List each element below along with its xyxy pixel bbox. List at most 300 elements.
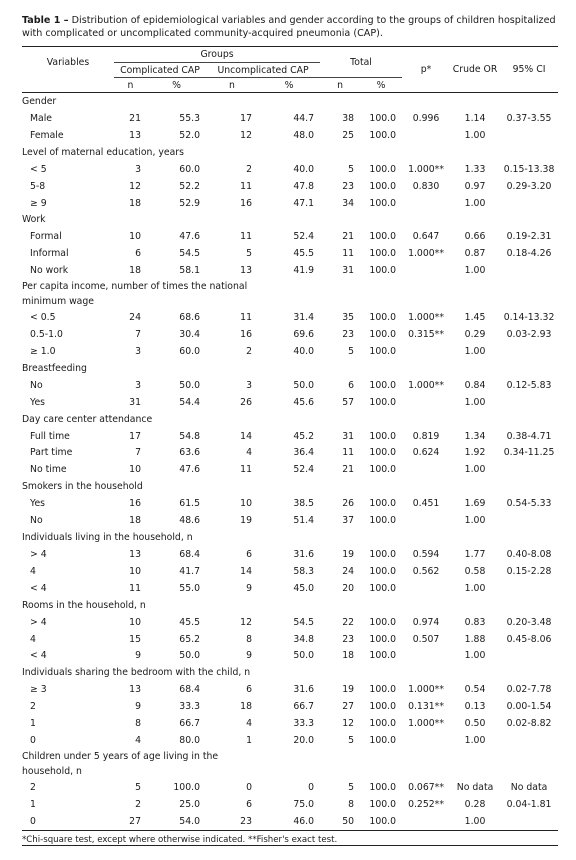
uncomplicated-pct: 40.0: [293, 345, 315, 357]
total-pct: 100.0: [369, 379, 397, 391]
p-value: 0.131**: [408, 701, 444, 713]
total-n: 19: [342, 684, 355, 696]
row-label: Formal: [30, 231, 62, 243]
group-title: Rooms in the household, n: [22, 599, 146, 611]
p-value: 0.562: [412, 565, 440, 577]
complicated-pct: 47.6: [179, 231, 200, 243]
confidence-interval: [500, 813, 558, 830]
complicated-pct: 54.0: [179, 815, 200, 827]
complicated-pct: 52.9: [179, 197, 200, 209]
group-title: Per capita income, number of times the national minimum wage: [22, 281, 248, 308]
complicated-n: 18: [129, 515, 141, 527]
complicated-n: 18: [129, 197, 141, 209]
uncomplicated-n: 10: [240, 498, 252, 510]
uncomplicated-n: 12: [240, 129, 252, 141]
total-pct: 100.0: [369, 781, 397, 793]
total-n: 38: [342, 112, 355, 124]
complicated-pct: 61.5: [179, 498, 200, 510]
group-title: Smokers in the household: [22, 481, 143, 493]
total-pct: 100.0: [369, 345, 397, 357]
row-label: 2: [30, 781, 36, 793]
confidence-interval: [500, 580, 558, 597]
crude-or: 1.34: [464, 430, 486, 442]
uncomplicated-n: 3: [246, 379, 252, 391]
uncomplicated-n: 17: [240, 112, 252, 124]
crude-or: 0.58: [464, 565, 486, 577]
uncomplicated-n: 6: [246, 798, 252, 810]
uncomplicated-pct: 31.6: [293, 548, 315, 560]
crude-or: 1.00: [464, 396, 486, 408]
uncomplicated-n: 23: [240, 815, 252, 827]
total-pct: 100.0: [369, 396, 397, 408]
p-value: 1.000**: [408, 718, 444, 730]
complicated-n: 15: [129, 633, 141, 645]
crude-or: 0.66: [464, 231, 486, 243]
confidence-interval: [500, 647, 558, 664]
complicated-n: 13: [129, 129, 141, 141]
group-title: Level of maternal education, years: [22, 146, 184, 158]
complicated-pct: 41.7: [179, 565, 200, 577]
complicated-n: 13: [129, 548, 141, 560]
total-n: 5: [348, 781, 355, 793]
uncomplicated-n: 14: [240, 430, 252, 442]
confidence-interval: [500, 394, 558, 411]
p-value: [402, 195, 450, 212]
uncomplicated-n: 18: [240, 701, 252, 713]
total-n: 57: [342, 396, 355, 408]
total-n: 21: [342, 464, 355, 476]
total-pct: 100.0: [369, 464, 397, 476]
confidence-interval: 0.45-8.06: [506, 633, 552, 645]
group-header-row: [22, 411, 558, 428]
confidence-interval: 0.02-7.78: [506, 684, 552, 696]
confidence-interval: No data: [510, 781, 548, 793]
total-n: 31: [342, 265, 355, 277]
total-pct: 100.0: [369, 248, 397, 260]
header-n: n: [320, 78, 360, 93]
p-value: [402, 647, 450, 664]
table-row: [22, 563, 558, 580]
crude-or: 1.00: [464, 265, 486, 277]
row-label: > 4: [30, 616, 47, 628]
total-n: 23: [342, 180, 355, 192]
table-row: [22, 377, 558, 394]
table-row: [22, 495, 558, 512]
confidence-interval: [500, 732, 558, 749]
table-row: [22, 245, 558, 262]
total-n: 27: [342, 701, 355, 713]
row-label: No: [30, 379, 43, 391]
total-pct: 100.0: [369, 582, 397, 594]
uncomplicated-n: 16: [240, 197, 252, 209]
table-row: [22, 546, 558, 563]
confidence-interval: 0.00-1.54: [506, 701, 552, 713]
table-row: [22, 195, 558, 212]
complicated-pct: 63.6: [179, 447, 200, 459]
crude-or: 1.77: [464, 548, 486, 560]
confidence-interval: [500, 461, 558, 478]
total-pct: 100.0: [369, 684, 397, 696]
group-title: Breastfeeding: [22, 362, 87, 374]
p-value: 1.000**: [408, 684, 444, 696]
crude-or: 1.00: [464, 650, 486, 662]
group-header-row: [22, 749, 558, 779]
total-n: 24: [342, 565, 355, 577]
confidence-interval: 0.14-13.32: [503, 312, 555, 324]
table-row: [22, 715, 558, 732]
table-row: [22, 681, 558, 698]
total-pct: 100.0: [369, 734, 397, 746]
complicated-n: 10: [129, 464, 141, 476]
complicated-pct: 55.3: [179, 112, 200, 124]
table-row: [22, 343, 558, 360]
total-pct: 100.0: [369, 565, 397, 577]
total-pct: 100.0: [369, 616, 397, 628]
p-value: [402, 461, 450, 478]
complicated-pct: 25.0: [179, 798, 200, 810]
confidence-interval: 0.15-2.28: [506, 565, 552, 577]
table-body: [22, 93, 558, 831]
p-value: [402, 580, 450, 597]
group-header-row: [22, 144, 558, 161]
confidence-interval: 0.20-3.48: [506, 616, 552, 628]
confidence-interval: 0.02-8.82: [506, 718, 552, 730]
complicated-pct: 54.4: [179, 396, 200, 408]
row-label: Informal: [30, 248, 69, 260]
table-row: [22, 127, 558, 144]
row-label: Male: [30, 112, 53, 124]
data-table: [22, 46, 558, 846]
complicated-n: 3: [135, 163, 141, 175]
total-n: 23: [342, 633, 355, 645]
confidence-interval: [500, 512, 558, 529]
crude-or: 0.97: [464, 180, 486, 192]
uncomplicated-n: 9: [246, 650, 252, 662]
crude-or: 0.50: [464, 718, 486, 730]
p-value: 0.974: [412, 616, 440, 628]
crude-or: 1.45: [464, 312, 486, 324]
header-variables: Variables: [22, 47, 114, 78]
uncomplicated-pct: 31.6: [293, 684, 315, 696]
confidence-interval: 0.03-2.93: [506, 328, 552, 340]
header-n: n: [114, 78, 147, 93]
table-row: [22, 512, 558, 529]
total-pct: 100.0: [369, 112, 397, 124]
crude-or: 1.92: [464, 447, 486, 459]
table-row: [22, 732, 558, 749]
uncomplicated-pct: 36.4: [293, 447, 315, 459]
header-pct: %: [360, 78, 402, 93]
complicated-n: 7: [135, 447, 141, 459]
complicated-n: 13: [129, 684, 141, 696]
uncomplicated-pct: 45.0: [293, 582, 315, 594]
total-pct: 100.0: [369, 180, 397, 192]
row-label: 1: [30, 798, 36, 810]
total-n: 19: [342, 548, 355, 560]
uncomplicated-pct: 66.7: [293, 701, 315, 713]
group-header-row: [22, 529, 558, 546]
confidence-interval: 0.12-5.83: [506, 379, 552, 391]
complicated-n: 10: [129, 565, 141, 577]
total-n: 12: [342, 718, 355, 730]
group-header-row: [22, 597, 558, 614]
uncomplicated-n: 4: [246, 447, 252, 459]
complicated-pct: 52.0: [179, 129, 200, 141]
uncomplicated-n: 5: [246, 248, 252, 260]
complicated-n: 10: [129, 231, 141, 243]
total-pct: 100.0: [369, 197, 397, 209]
row-label: Yes: [30, 498, 46, 510]
table-figure: [22, 14, 558, 846]
uncomplicated-pct: 44.7: [293, 112, 315, 124]
complicated-n: 3: [135, 379, 141, 391]
uncomplicated-pct: 38.5: [293, 498, 315, 510]
total-pct: 100.0: [369, 430, 397, 442]
confidence-interval: [500, 127, 558, 144]
group-header-row: [22, 478, 558, 495]
uncomplicated-pct: 45.6: [293, 396, 315, 408]
p-value: [402, 512, 450, 529]
crude-or: 1.00: [464, 197, 486, 209]
table-row: [22, 580, 558, 597]
row-label: Yes: [30, 396, 46, 408]
total-pct: 100.0: [369, 815, 397, 827]
uncomplicated-n: 6: [246, 548, 252, 560]
confidence-interval: 0.40-8.08: [506, 548, 552, 560]
table-caption: [22, 14, 558, 40]
row-label: No time: [30, 464, 67, 476]
p-value: 0.451: [412, 498, 440, 510]
complicated-pct: 30.4: [179, 328, 200, 340]
crude-or: 1.88: [464, 633, 486, 645]
table-row: [22, 461, 558, 478]
table-row: [22, 309, 558, 326]
p-value: 1.000**: [408, 312, 444, 324]
total-pct: 100.0: [369, 798, 397, 810]
row-label: 0: [30, 815, 36, 827]
group-title: Gender: [22, 96, 57, 107]
table-row: [22, 647, 558, 664]
header-uncomplicated: Uncomplicated CAP: [206, 63, 320, 78]
complicated-pct: 50.0: [179, 379, 200, 391]
total-n: 21: [342, 231, 355, 243]
uncomplicated-pct: 46.0: [293, 815, 315, 827]
p-value: 1.000**: [408, 248, 444, 260]
group-header-row: [22, 93, 558, 111]
total-n: 20: [342, 582, 355, 594]
p-value: 1.000**: [408, 379, 444, 391]
complicated-n: 8: [135, 718, 141, 730]
crude-or: 0.84: [464, 379, 486, 391]
row-label: No: [30, 515, 43, 527]
complicated-pct: 60.0: [179, 345, 200, 357]
uncomplicated-pct: 45.5: [293, 248, 315, 260]
row-label: > 4: [30, 548, 47, 560]
complicated-pct: 68.4: [179, 684, 200, 696]
p-value: [402, 262, 450, 279]
p-value: 0.252**: [408, 798, 444, 810]
total-n: 34: [342, 197, 355, 209]
crude-or: 1.33: [464, 163, 486, 175]
uncomplicated-n: 8: [246, 633, 252, 645]
total-n: 5: [348, 345, 355, 357]
group-title: Children under 5 years of age living in the household, n: [22, 750, 219, 777]
p-value: 1.000**: [408, 163, 444, 175]
total-n: 8: [348, 798, 355, 810]
confidence-interval: [500, 262, 558, 279]
crude-or: No data: [456, 781, 494, 793]
total-pct: 100.0: [369, 650, 397, 662]
crude-or: 0.54: [464, 684, 486, 696]
p-value: [402, 127, 450, 144]
uncomplicated-pct: 75.0: [293, 798, 315, 810]
p-value: 0.507: [412, 633, 440, 645]
group-title: Individuals sharing the bedroom with the child, n: [22, 667, 251, 679]
uncomplicated-pct: 45.2: [293, 430, 315, 442]
total-pct: 100.0: [369, 312, 397, 324]
row-label: < 4: [30, 650, 47, 662]
p-value: 0.315**: [408, 328, 444, 340]
total-n: 37: [342, 515, 355, 527]
complicated-n: 21: [129, 112, 141, 124]
uncomplicated-pct: 69.6: [293, 328, 315, 340]
uncomplicated-pct: 51.4: [293, 515, 315, 527]
header-complicated: Complicated CAP: [114, 63, 206, 78]
uncomplicated-n: 11: [240, 180, 252, 192]
uncomplicated-pct: 48.0: [293, 129, 315, 141]
confidence-interval: 0.04-1.81: [506, 798, 552, 810]
uncomplicated-n: 4: [246, 718, 252, 730]
uncomplicated-pct: 50.0: [293, 379, 315, 391]
total-pct: 100.0: [369, 633, 397, 645]
header-n: n: [206, 78, 258, 93]
uncomplicated-pct: 50.0: [293, 650, 315, 662]
complicated-n: 9: [135, 650, 141, 662]
uncomplicated-n: 0: [246, 781, 252, 793]
group-header-row: [22, 279, 558, 309]
complicated-pct: 68.6: [179, 312, 200, 324]
complicated-n: 4: [135, 734, 141, 746]
total-n: 11: [342, 447, 355, 459]
total-pct: 100.0: [369, 447, 397, 459]
row-label: 5-8: [30, 180, 46, 192]
uncomplicated-n: 11: [240, 231, 252, 243]
complicated-pct: 60.0: [179, 163, 200, 175]
total-n: 35: [342, 312, 355, 324]
confidence-interval: 0.37-3.55: [506, 112, 552, 124]
total-pct: 100.0: [369, 548, 397, 560]
p-value: 0.594: [412, 548, 440, 560]
crude-or: 1.00: [464, 345, 486, 357]
complicated-n: 3: [135, 345, 141, 357]
complicated-pct: 58.1: [179, 265, 200, 277]
uncomplicated-n: 6: [246, 684, 252, 696]
total-pct: 100.0: [369, 515, 397, 527]
uncomplicated-n: 2: [246, 163, 252, 175]
uncomplicated-n: 14: [240, 565, 252, 577]
uncomplicated-pct: 58.3: [293, 565, 315, 577]
confidence-interval: 0.15-13.38: [503, 163, 555, 175]
group-title: Individuals living in the household, n: [22, 532, 193, 544]
table-row: [22, 614, 558, 631]
complicated-pct: 45.5: [179, 616, 200, 628]
confidence-interval: [500, 343, 558, 360]
complicated-n: 7: [135, 328, 141, 340]
crude-or: 1.14: [464, 112, 486, 124]
row-label: 0.5-1.0: [30, 328, 63, 340]
confidence-interval: 0.38-4.71: [506, 430, 552, 442]
complicated-pct: 47.6: [179, 464, 200, 476]
table-row: [22, 779, 558, 796]
uncomplicated-n: 26: [240, 396, 252, 408]
table-row: [22, 110, 558, 127]
table-row: [22, 394, 558, 411]
uncomplicated-pct: 31.4: [293, 312, 315, 324]
complicated-n: 9: [135, 701, 141, 713]
table-row: [22, 796, 558, 813]
confidence-interval: 0.19-2.31: [506, 231, 552, 243]
table-row: [22, 813, 558, 830]
crude-or: 0.87: [464, 248, 486, 260]
complicated-n: 16: [129, 498, 141, 510]
header-crude-or: Crude OR: [450, 47, 500, 93]
complicated-n: 12: [129, 180, 141, 192]
caption-label: Table 1 –: [22, 15, 69, 26]
complicated-pct: 54.5: [179, 248, 200, 260]
crude-or: 1.00: [464, 129, 486, 141]
uncomplicated-n: 19: [240, 515, 252, 527]
complicated-n: 5: [135, 781, 141, 793]
group-header-row: [22, 664, 558, 681]
group-header-row: [22, 211, 558, 228]
row-label: Female: [30, 129, 64, 141]
crude-or: 1.69: [464, 498, 486, 510]
p-value: 0.819: [412, 430, 440, 442]
header-groups: Groups: [114, 47, 320, 63]
complicated-n: 6: [135, 248, 141, 260]
total-n: 18: [342, 650, 355, 662]
row-label: Part time: [30, 447, 73, 459]
complicated-n: 27: [129, 815, 141, 827]
crude-or: 1.00: [464, 815, 486, 827]
uncomplicated-pct: 52.4: [293, 464, 315, 476]
crude-or: 1.00: [464, 515, 486, 527]
p-value: [402, 732, 450, 749]
row-label: ≥ 9: [30, 197, 47, 209]
uncomplicated-n: 11: [240, 312, 252, 324]
confidence-interval: 0.18-4.26: [506, 248, 552, 260]
complicated-pct: 52.2: [179, 180, 200, 192]
header-ci: 95% CI: [500, 47, 558, 93]
p-value: 0.647: [412, 231, 440, 243]
uncomplicated-pct: 34.8: [293, 633, 315, 645]
complicated-pct: 33.3: [179, 701, 200, 713]
uncomplicated-pct: 0: [308, 781, 315, 793]
row-label: 2: [30, 701, 36, 713]
complicated-n: 24: [129, 312, 141, 324]
total-n: 22: [342, 616, 355, 628]
crude-or: 0.13: [464, 701, 486, 713]
uncomplicated-pct: 33.3: [293, 718, 315, 730]
table-row: [22, 228, 558, 245]
confidence-interval: [500, 195, 558, 212]
header-total: Total: [320, 47, 402, 78]
complicated-n: 31: [129, 396, 141, 408]
row-label: 4: [30, 633, 36, 645]
table-row: [22, 262, 558, 279]
p-value: 0.067**: [408, 781, 444, 793]
total-pct: 100.0: [369, 231, 397, 243]
